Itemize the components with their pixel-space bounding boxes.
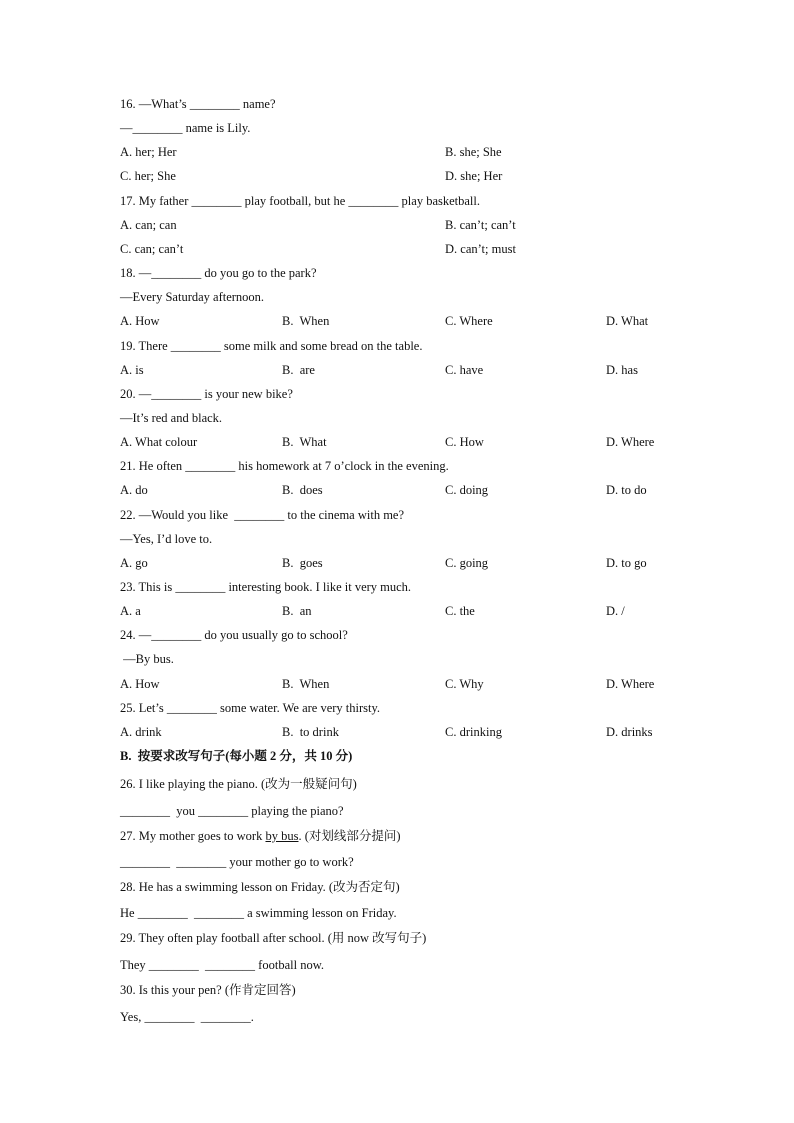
- options-row: [120, 554, 680, 572]
- question-stem: 24. —________ do you usually go to school?: [120, 628, 348, 642]
- answer-option: D. to do: [606, 483, 647, 497]
- answer-option: C. How: [445, 435, 484, 449]
- answer-option: A. What colour: [120, 435, 198, 449]
- answer-option: D. she; Her: [445, 169, 503, 183]
- answer-option: A. a: [120, 604, 141, 618]
- answer-option: D. Where: [606, 435, 655, 449]
- answer-option: D. to go: [606, 556, 647, 570]
- options-row: [120, 602, 680, 620]
- answer-option: B. an: [282, 604, 312, 618]
- question-stem: 22. —Would you like ________ to the cinema with me?: [120, 508, 405, 522]
- options-row: [120, 481, 680, 499]
- answer-option: C. the: [445, 604, 475, 618]
- question-stem: 20. —________ is your new bike?: [120, 387, 293, 401]
- question-stem: 23. This is ________ interesting book. I like it very much.: [120, 580, 412, 594]
- answer-option: C. doing: [445, 483, 489, 497]
- options-row: [120, 143, 680, 161]
- options-row: [120, 312, 680, 330]
- question-30-prompt: 30. Is this your pen? (作肯定回答): [120, 983, 296, 997]
- options-row: [120, 240, 680, 258]
- underlined-phrase: by bus: [265, 829, 299, 843]
- answer-option: C. going: [445, 556, 489, 570]
- answer-option: C. Why: [445, 677, 484, 691]
- answer-option: A. How: [120, 314, 160, 328]
- options-row: [120, 723, 680, 741]
- question-28-prompt: 28. He has a swimming lesson on Friday. (改为否定句): [120, 880, 400, 894]
- section-b-title: B. 按要求改写句子(每小题 2 分，共 10 分): [120, 749, 353, 763]
- answer-option: B. she; She: [445, 145, 502, 159]
- question-27-prompt-end: . (对划线部分提问): [298, 829, 401, 843]
- answer-option: A. go: [120, 556, 148, 570]
- answer-option: D. drinks: [606, 725, 653, 739]
- answer-option: D. What: [606, 314, 649, 328]
- question-27-answer-line: ________ ________ your mother go to work?: [120, 855, 354, 869]
- answer-option: D. has: [606, 363, 638, 377]
- question-stem: 21. He often ________ his homework at 7 o’clock in the evening.: [120, 459, 449, 473]
- question-27-prompt-start: 27. My mother goes to work: [120, 829, 266, 843]
- options-row: [120, 361, 680, 379]
- answer-option: A. can; can: [120, 218, 177, 232]
- question-28-answer-line: He ________ ________ a swimming lesson on Friday.: [120, 906, 397, 920]
- question-stem: 16. —What’s ________ name?: [120, 97, 276, 111]
- question-stem: 18. —________ do you go to the park?: [120, 266, 317, 280]
- answer-option: B. to drink: [282, 725, 339, 739]
- question-29-prompt: 29. They often play football after school. (用 now 改写句子): [120, 931, 427, 945]
- question-29-answer-line: They ________ ________ football now.: [120, 958, 325, 972]
- answer-option: B. does: [282, 483, 323, 497]
- answer-option: C. Where: [445, 314, 493, 328]
- answer-option: B. can’t; can’t: [445, 218, 516, 232]
- answer-option: B. are: [282, 363, 315, 377]
- question-stem: 25. Let’s ________ some water. We are very thirsty.: [120, 701, 381, 715]
- answer-option: B. What: [282, 435, 327, 449]
- answer-option: C. can; can’t: [120, 242, 184, 256]
- question-dialogue-line: —________ name is Lily.: [120, 121, 251, 135]
- answer-option: A. do: [120, 483, 148, 497]
- answer-option: D. can’t; must: [445, 242, 516, 256]
- answer-option: C. drinking: [445, 725, 502, 739]
- answer-option: A. her; Her: [120, 145, 177, 159]
- answer-option: C. have: [445, 363, 484, 377]
- answer-option: D. /: [606, 604, 625, 618]
- answer-option: C. her; She: [120, 169, 176, 183]
- question-27-prompt: [120, 827, 401, 845]
- answer-option: B. goes: [282, 556, 323, 570]
- options-row: [120, 433, 680, 451]
- answer-option: A. drink: [120, 725, 162, 739]
- question-stem: 17. My father ________ play football, but he ________ play basketball.: [120, 194, 481, 208]
- options-row: [120, 216, 680, 234]
- options-row: [120, 675, 680, 693]
- question-dialogue-line: —By bus.: [120, 652, 174, 666]
- answer-option: B. When: [282, 314, 330, 328]
- question-stem: 19. There ________ some milk and some bread on the table.: [120, 339, 423, 353]
- answer-option: D. Where: [606, 677, 655, 691]
- answer-option: A. is: [120, 363, 144, 377]
- question-dialogue-line: —Yes, I’d love to.: [120, 532, 213, 546]
- question-30-answer-line: Yes, ________ ________.: [120, 1010, 254, 1024]
- question-26-prompt: 26. I like playing the piano. (改为一般疑问句): [120, 777, 357, 791]
- question-dialogue-line: —Every Saturday afternoon.: [120, 290, 265, 304]
- answer-option: A. How: [120, 677, 160, 691]
- question-26-answer-line: ________ you ________ playing the piano?: [120, 804, 344, 818]
- options-row: [120, 167, 680, 185]
- answer-option: B. When: [282, 677, 330, 691]
- question-dialogue-line: —It’s red and black.: [120, 411, 223, 425]
